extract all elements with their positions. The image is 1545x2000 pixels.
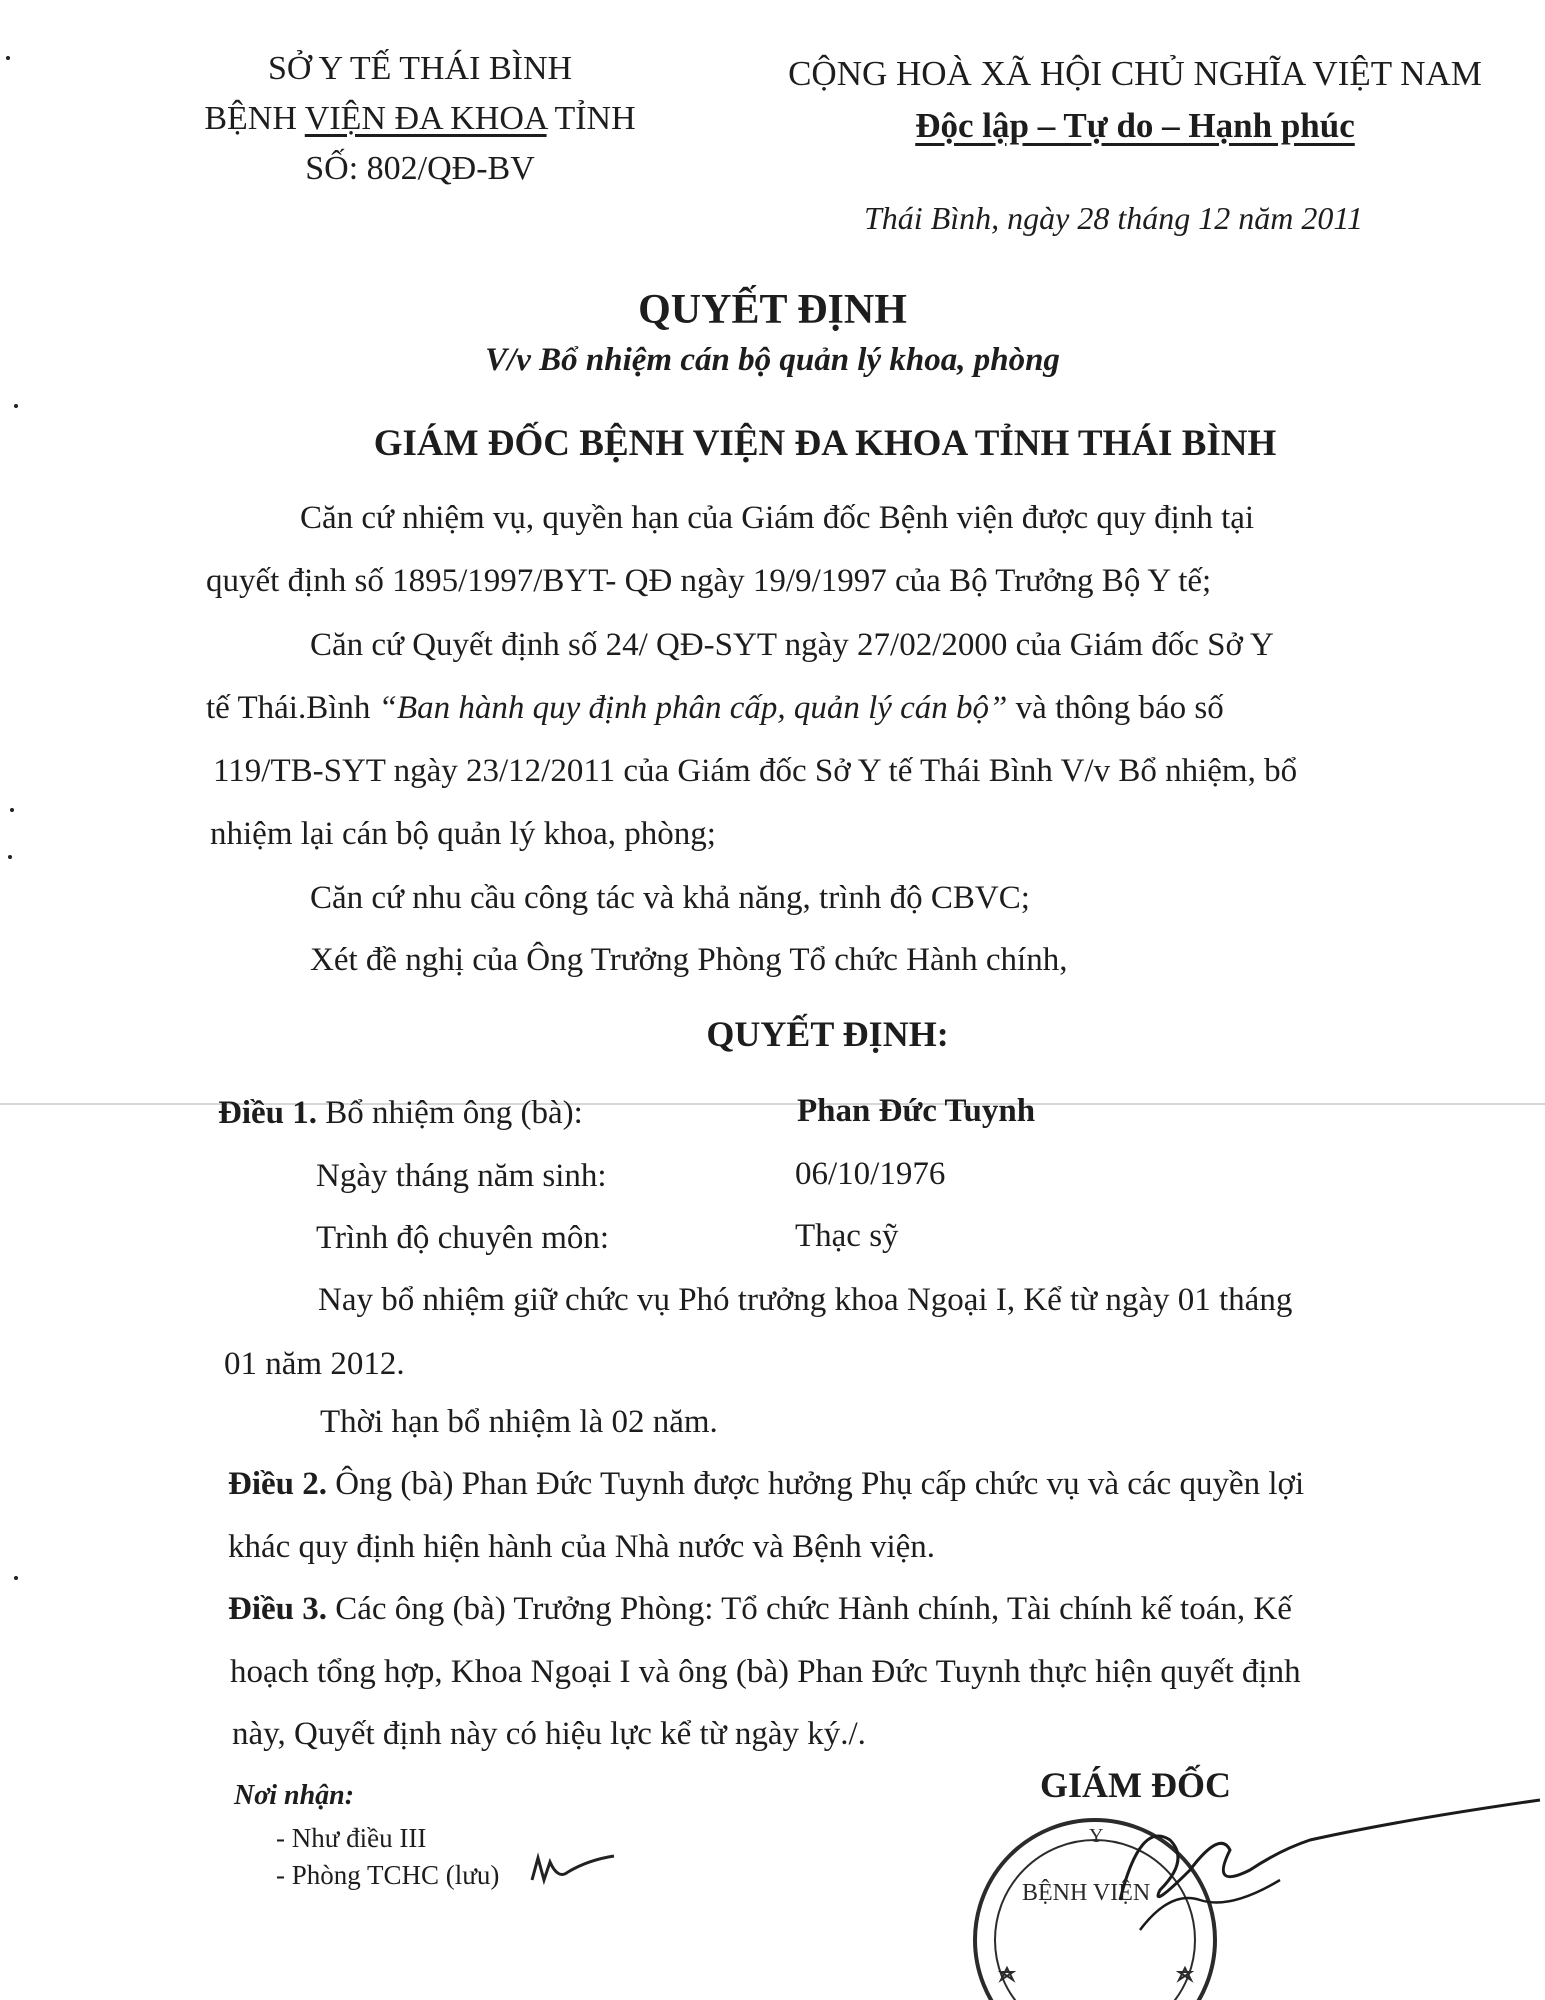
- preamble-line: 119/TB-SYT ngày 23/12/2011 của Giám đốc Sở Y tế Thái Bình V/v Bổ nhiệm, bổ: [213, 753, 1298, 789]
- position-line: Nay bổ nhiệm giữ chức vụ Phó trưởng khoa Ngoại I, Kể từ ngày 01 tháng: [318, 1282, 1293, 1318]
- preamble-line: Căn cứ nhu cầu công tác và khả năng, trình độ CBVC;: [310, 880, 1030, 916]
- article-3-line: này, Quyết định này có hiệu lực kể từ ngày ký./.: [232, 1716, 866, 1752]
- signature-mark: [1080, 1780, 1545, 1950]
- hospital-name: [170, 94, 670, 144]
- issue-date: Thái Bình, ngày 28 tháng 12 năm 2011: [864, 200, 1363, 236]
- position-line: 01 năm 2012.: [224, 1346, 405, 1382]
- preamble-line: Xét đề nghị của Ông Trưởng Phòng Tổ chức Hành chính,: [310, 942, 1068, 978]
- dob-label: Ngày tháng năm sinh:: [316, 1158, 607, 1194]
- dob-value: 06/10/1976: [795, 1156, 946, 1192]
- preamble-text: tế Thái.Bình: [206, 690, 379, 726]
- preamble-line: quyết định số 1895/1997/BYT- QĐ ngày 19/9/1997 của Bộ Trưởng Bộ Y tế;: [206, 563, 1212, 599]
- preamble-line: [206, 690, 1224, 727]
- hospital-suffix: TỈNH: [554, 100, 636, 137]
- national-header-block: [750, 48, 1520, 152]
- receiver-item: - Như điều III: [276, 1823, 427, 1853]
- scan-speck: [10, 808, 14, 812]
- term-line: Thời hạn bổ nhiệm là 02 năm.: [320, 1404, 718, 1440]
- hospital-underlined: VIỆN ĐA KHOA: [304, 100, 547, 137]
- article-3-label: Điều 3.: [228, 1591, 327, 1627]
- scan-speck: [14, 404, 18, 408]
- svg-text:Y: Y: [1089, 1825, 1104, 1847]
- article-3-text: Các ông (bà) Trưởng Phòng: Tổ chức Hành chính, Tài chính kế toán, Kế: [327, 1591, 1292, 1627]
- preamble-text: và thông báo số: [1007, 690, 1224, 726]
- preamble-line: Căn cứ nhiệm vụ, quyền hạn của Giám đốc Bệnh viện được quy định tại: [300, 500, 1255, 536]
- article-3-line: hoạch tổng hợp, Khoa Ngoại I và ông (bà) Phan Đức Tuynh thực hiện quyết định: [230, 1654, 1301, 1690]
- initials-mark: [528, 1850, 618, 1890]
- document-subtitle: V/v Bổ nhiệm cán bộ quản lý khoa, phòng: [485, 342, 1060, 378]
- hospital-prefix: BỆNH: [204, 100, 297, 137]
- article-3-line: [228, 1591, 1292, 1628]
- appoint-label: Bổ nhiệm ông (bà):: [325, 1095, 583, 1131]
- signatory-title: GIÁM ĐỐC: [1040, 1765, 1231, 1805]
- article-2-line: khác quy định hiện hành của Nhà nước và Bệnh viện.: [228, 1529, 936, 1565]
- seal-text: BỆNH VIỆN: [1022, 1880, 1151, 1906]
- scan-speck: [8, 855, 12, 859]
- article-1-appoint: [218, 1095, 583, 1132]
- issuing-agency-block: [170, 44, 670, 194]
- article-2-label: Điều 2.: [228, 1466, 327, 1502]
- preamble-line: nhiệm lại cán bộ quản lý khoa, phòng;: [210, 816, 716, 852]
- appointee-name: Phan Đức Tuynh: [797, 1093, 1036, 1129]
- document-number: SỐ: 802/QĐ-BV: [305, 150, 535, 187]
- receiver-item: - Phòng TCHC (lưu): [276, 1860, 500, 1890]
- degree-label: Trình độ chuyên môn:: [316, 1220, 610, 1256]
- article-2-text: Ông (bà) Phan Đức Tuynh được hưởng Phụ cấp chức vụ và các quyền lợi: [327, 1466, 1305, 1502]
- issuer-title: GIÁM ĐỐC BỆNH VIỆN ĐA KHOA TỈNH THÁI BÌNH: [373, 423, 1277, 464]
- preamble-line: Căn cứ Quyết định số 24/ QĐ-SYT ngày 27/02/2000 của Giám đốc Sở Y: [310, 627, 1274, 663]
- receivers-title: Nơi nhận:: [234, 1780, 355, 1811]
- national-motto: Độc lập – Tự do – Hạnh phúc: [915, 106, 1355, 145]
- country-name: CỘNG HOÀ XÃ HỘI CHỦ NGHĨA VIỆT NAM: [788, 54, 1482, 93]
- article-2-line: [228, 1466, 1304, 1503]
- quoted-regulation-title: “Ban hành quy định phân cấp, quản lý cán bộ”: [378, 690, 1008, 726]
- article-1-label: Điều 1.: [218, 1095, 317, 1131]
- document-title: QUYẾT ĐỊNH: [638, 287, 907, 333]
- degree-value: Thạc sỹ: [795, 1218, 899, 1254]
- scan-speck: [14, 1576, 18, 1580]
- decision-heading: QUYẾT ĐỊNH:: [706, 1014, 949, 1054]
- scan-speck: [6, 56, 10, 60]
- department-name: SỞ Y TẾ THÁI BÌNH: [267, 50, 573, 87]
